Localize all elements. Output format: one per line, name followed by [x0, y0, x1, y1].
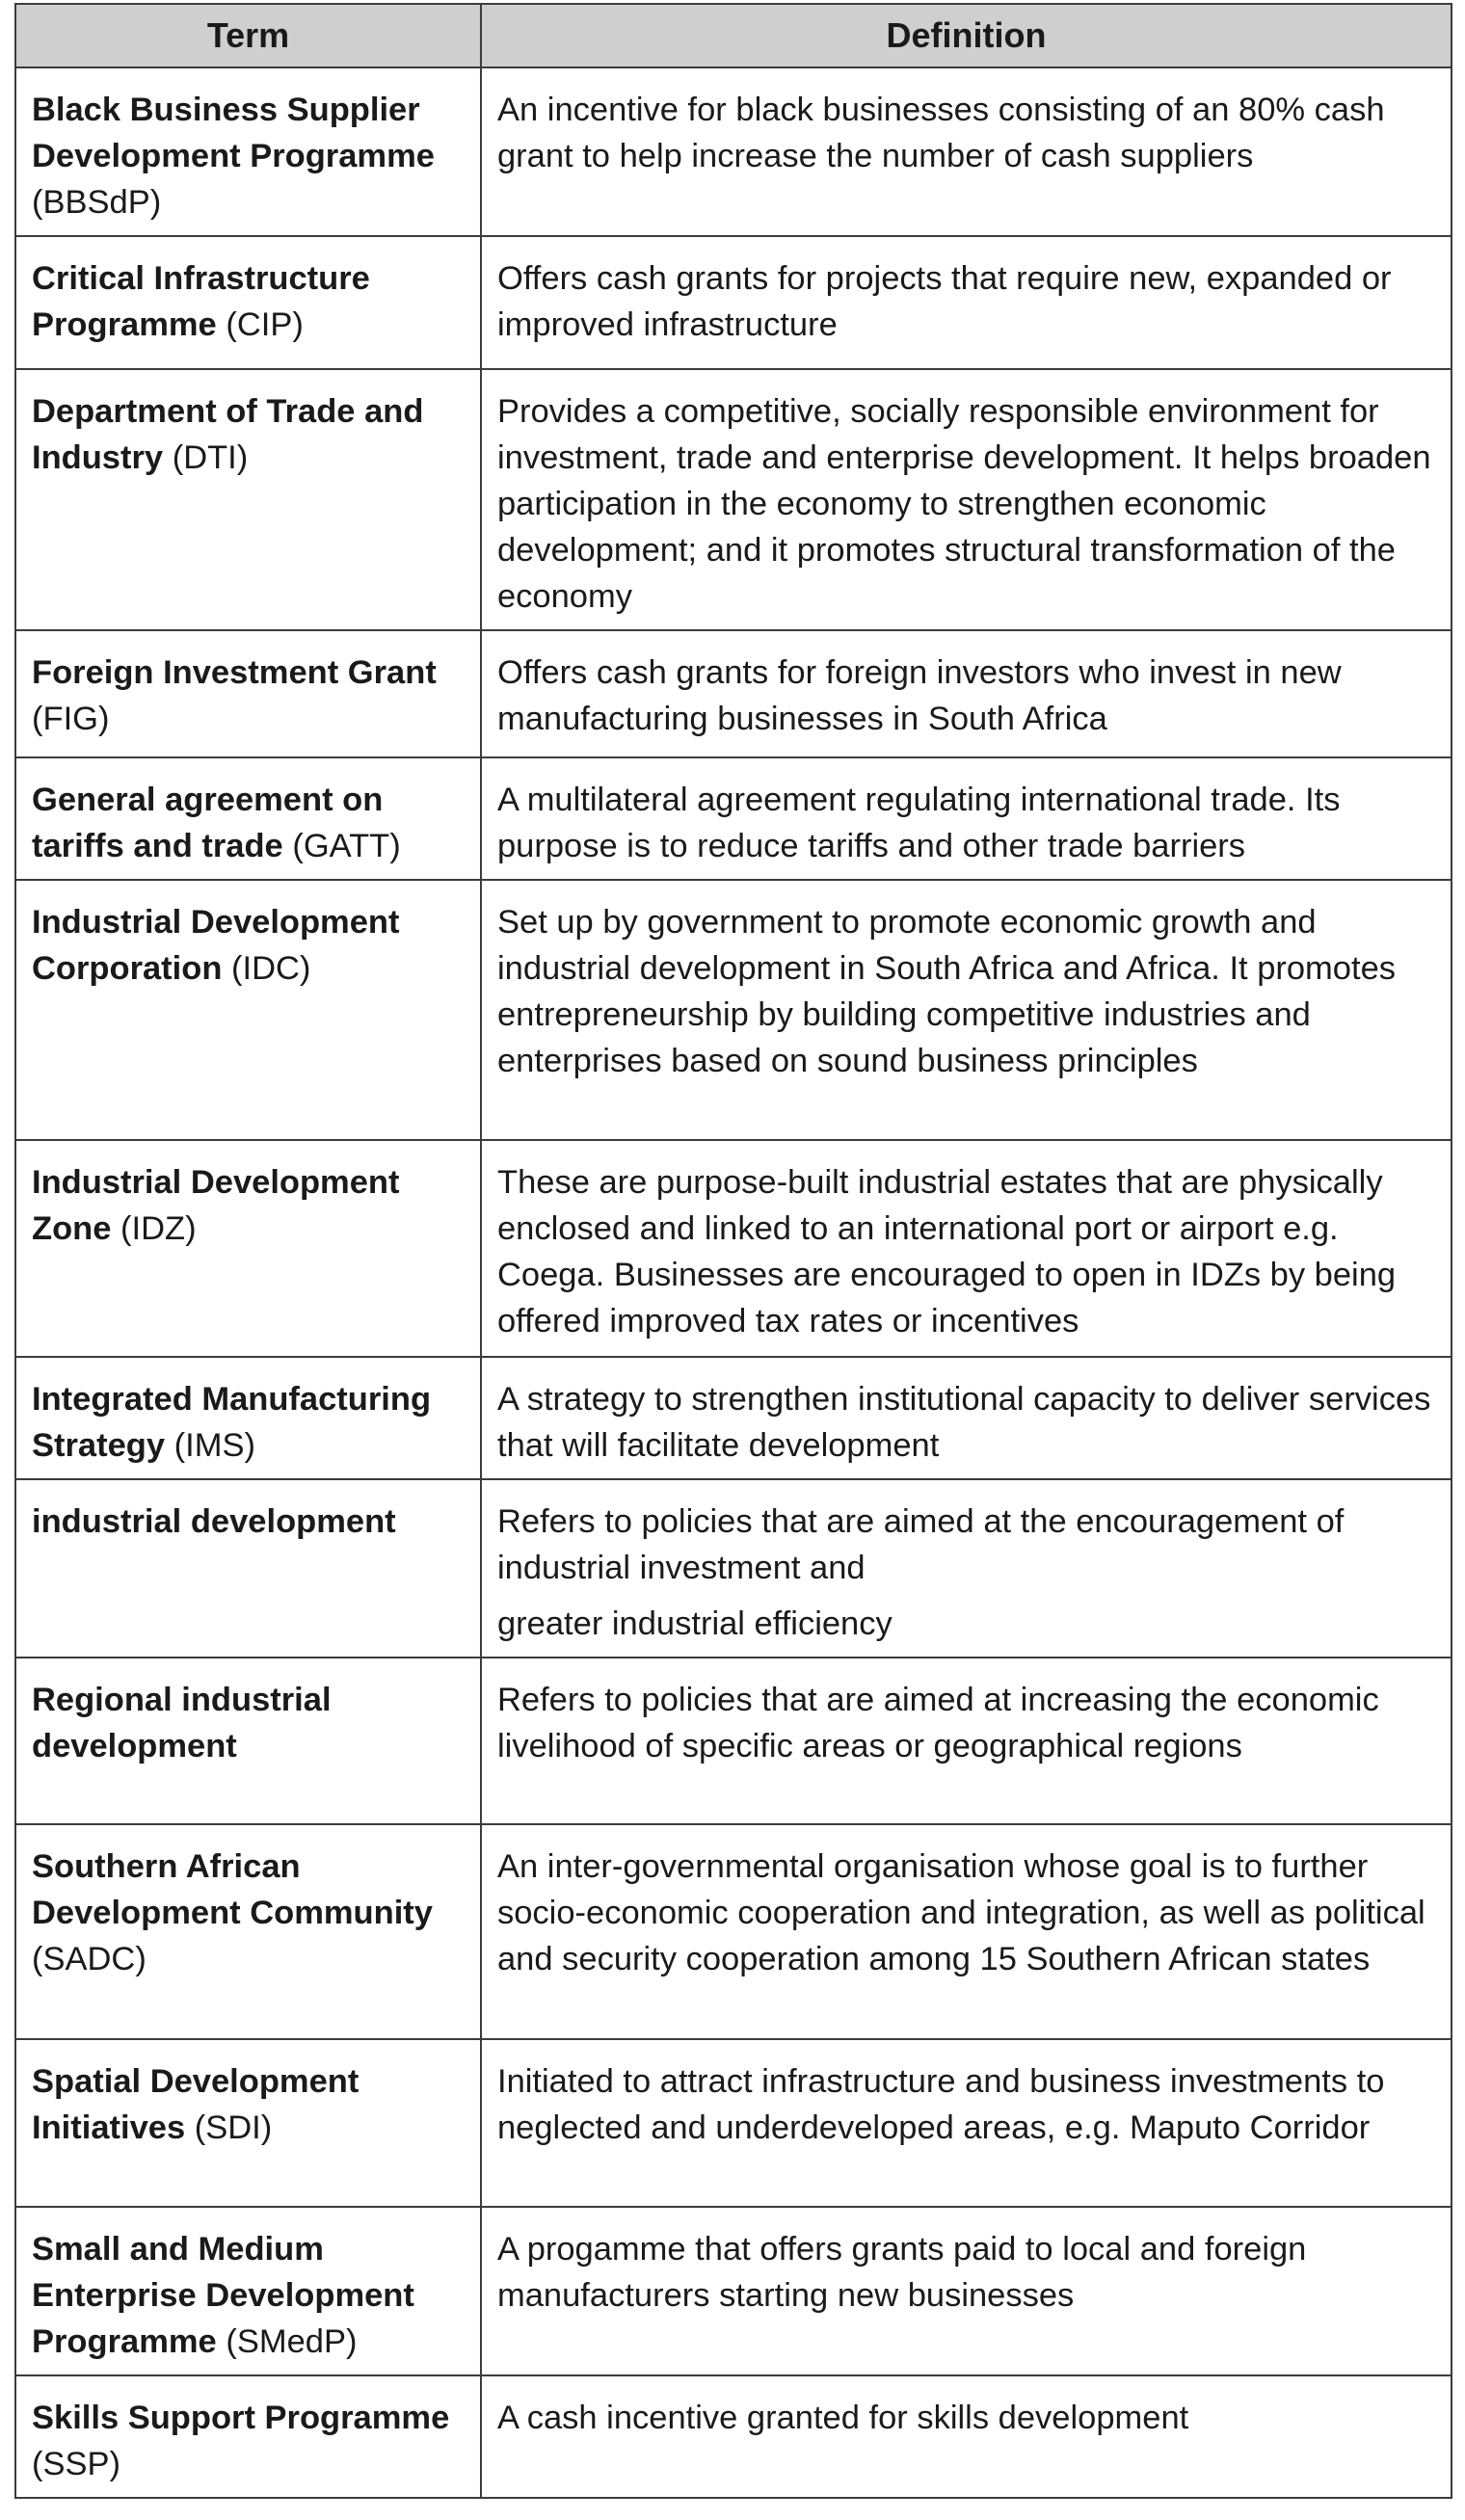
term-cell — [15, 757, 481, 880]
glossary-container — [14, 3, 1451, 2499]
term-abbreviation: (FIG) — [32, 701, 110, 737]
header-row — [15, 4, 1452, 67]
term-cell — [15, 1140, 481, 1357]
term-text: Integrated Manufacturing Strategy — [32, 1381, 432, 1464]
term-abbreviation: (GATT) — [292, 828, 401, 864]
definition-cell: These are purpose-built industrial estates that are physically enclosed and linked to an international port or airport e.g. Coega. Businesses are encouraged to open in IDZs by being offered improved tax rates or incentives — [481, 1140, 1452, 1357]
definition-cell: A multilateral agreement regulating international trade. Its purpose is to reduce tariffs and other trade barriers — [481, 757, 1452, 880]
glossary-table — [14, 3, 1452, 2499]
definition-column-header: Definition — [481, 4, 1452, 67]
term-abbreviation: (IDZ) — [120, 1210, 197, 1247]
table-row — [15, 1357, 1452, 1479]
definition-cell: An incentive for black businesses consisting of an 80% cash grant to help increase the number of cash suppliers — [481, 67, 1452, 236]
term-text: Regional industrial development — [32, 1682, 332, 1764]
table-row — [15, 1824, 1452, 2039]
definition-cell: Refers to policies that are aimed at increasing the economic livelihood of specific areas or geographical regions — [481, 1658, 1452, 1824]
term-cell — [15, 880, 481, 1140]
table-row — [15, 757, 1452, 880]
term-cell — [15, 630, 481, 757]
term-text: Department of Trade and Industry — [32, 393, 424, 476]
term-abbreviation: (DTI) — [172, 439, 249, 476]
term-text: Black Business Supplier Development Programme — [32, 92, 435, 174]
table-row — [15, 2375, 1452, 2498]
table-row — [15, 1479, 1452, 1658]
table-row — [15, 630, 1452, 757]
term-text: Skills Support Programme — [32, 2400, 450, 2436]
term-text: Industrial Development Corporation — [32, 904, 400, 987]
term-abbreviation: (SSP) — [32, 2446, 121, 2482]
definition-cell: Offers cash grants for projects that require new, expanded or improved infrastructure — [481, 236, 1452, 369]
definition-cell: An inter-governmental organisation whose goal is to further socio-economic cooperation and integration, as well as political and security cooperation among 15 Southern African states — [481, 1824, 1452, 2039]
term-cell — [15, 2039, 481, 2207]
term-text: Industrial Development Zone — [32, 1164, 400, 1247]
definition-cell: Initiated to attract infrastructure and business investments to neglected and underdeveloped areas, e.g. Maputo Corridor — [481, 2039, 1452, 2207]
table-row — [15, 1140, 1452, 1357]
definition-cell: A progamme that offers grants paid to local and foreign manufacturers starting new businesses — [481, 2207, 1452, 2375]
definition-line: greater industrial efficiency — [497, 1605, 892, 1642]
term-cell — [15, 2375, 481, 2498]
table-row — [15, 2039, 1452, 2207]
definition-cell: A strategy to strengthen institutional capacity to deliver services that will facilitate development — [481, 1357, 1452, 1479]
term-text: Small and Medium Enterprise Development Programme — [32, 2231, 414, 2360]
term-cell — [15, 2207, 481, 2375]
term-cell — [15, 1479, 481, 1658]
definition-cell: A cash incentive granted for skills development — [481, 2375, 1452, 2498]
definition-cell: Provides a competitive, socially responsible environment for investment, trade and enterprise development. It helps broaden participation in the economy to strengthen economic development; and it promotes structural transformation of the economy — [481, 369, 1452, 630]
table-row — [15, 1658, 1452, 1824]
term-abbreviation: (SADC) — [32, 1941, 146, 1977]
term-cell — [15, 236, 481, 369]
term-abbreviation: (IDC) — [231, 950, 311, 987]
term-text: Critical Infrastructure Programme — [32, 260, 370, 343]
term-text: industrial development — [32, 1503, 396, 1540]
term-column-header: Term — [15, 4, 481, 67]
term-abbreviation: (SMedP) — [226, 2323, 358, 2360]
term-abbreviation: (CIP) — [226, 306, 304, 343]
term-text: General agreement on tariffs and trade — [32, 782, 384, 864]
term-cell — [15, 1357, 481, 1479]
term-text: Foreign Investment Grant — [32, 654, 437, 691]
table-row — [15, 880, 1452, 1140]
term-cell — [15, 1824, 481, 2039]
table-row — [15, 67, 1452, 236]
table-row — [15, 369, 1452, 630]
term-cell — [15, 67, 481, 236]
definition-line: Refers to policies that are aimed at the encouragement of industrial investment and — [497, 1503, 1345, 1586]
term-abbreviation: (SDI) — [194, 2109, 273, 2146]
definition-cell — [481, 1479, 1452, 1658]
term-cell — [15, 369, 481, 630]
table-row — [15, 236, 1452, 369]
term-abbreviation: (IMS) — [173, 1427, 255, 1464]
term-text: Southern African Development Community — [32, 1848, 433, 1931]
definition-cell: Set up by government to promote economic growth and industrial development in South Africa and Africa. It promotes entrepreneurship by building competitive industries and enterprises based on sound business principles — [481, 880, 1452, 1140]
term-abbreviation: (BBSdP) — [32, 184, 162, 221]
term-text: Spatial Development Initiatives — [32, 2063, 360, 2146]
table-row — [15, 2207, 1452, 2375]
definition-cell: Offers cash grants for foreign investors who invest in new manufacturing businesses in South Africa — [481, 630, 1452, 757]
term-cell — [15, 1658, 481, 1824]
